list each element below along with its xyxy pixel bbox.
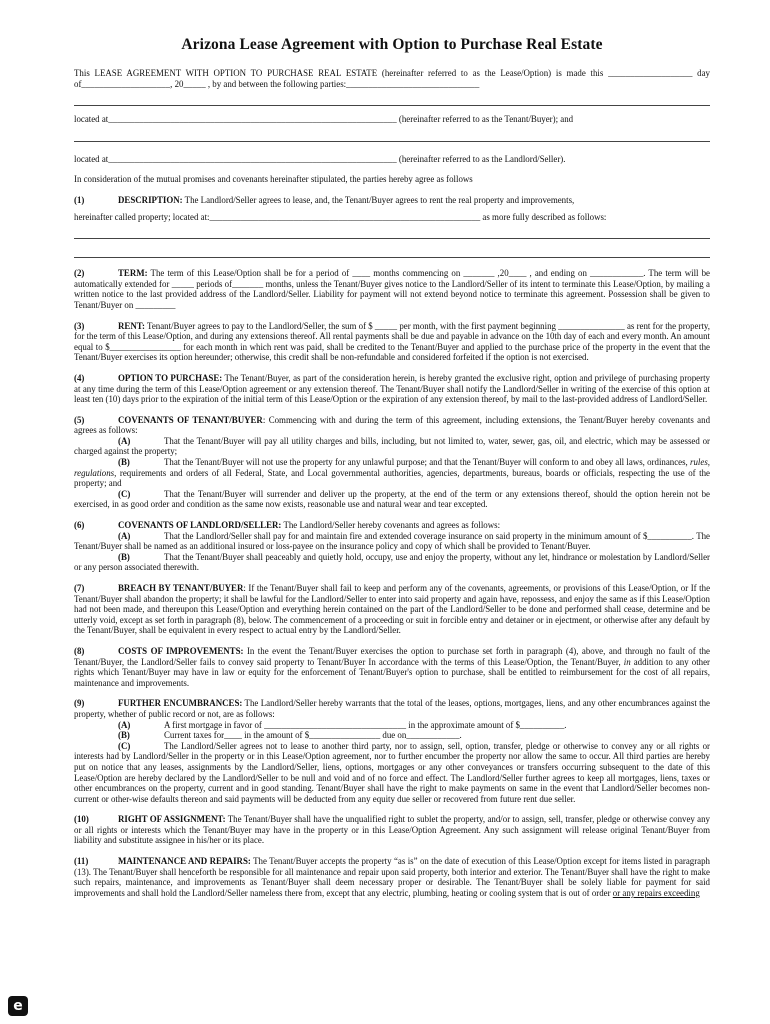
section-8 <box>74 646 710 688</box>
section-1 <box>74 195 710 206</box>
document-page <box>74 30 710 898</box>
subsection-text: That the Tenant/Buyer will surrender and deliver up the property, at the end of the term or any extensions thereof, should the option herein not be exercised, in as good order and condition as the same now exists, reasonable use and natural wear and tear excepted. <box>74 488 710 510</box>
subsection-label: (A) <box>118 435 131 446</box>
section-heading: FURTHER ENCUMBRANCES: <box>118 698 243 709</box>
section-5 <box>74 415 710 436</box>
section-heading: COVENANTS OF LANDLORD/SELLER: <box>118 520 282 531</box>
subsection-label: (A) <box>118 719 131 730</box>
section-text: The Tenant/Buyer shall have the unqualified right to sublet the property, and/or to assign, sell, transfer, pledge or otherwise convey any or all rights or interests which the Tenant/Buyer may have in the property or in this Lease/Option Agreement. Any such assignment will release original Tenant/Buyer from liability and substitute assignee in his/her or its place. <box>74 814 710 846</box>
section-heading: OPTION TO PURCHASE: <box>118 372 223 383</box>
section-text: addition to any other rights which Tenant/Buyer may have in law or equity for the enforcement of Tenant/Buyer's option to purchase, shall be entitled to reimbursement for the cost of all repairs, maintenance and improvements. <box>74 656 710 688</box>
section-number: (4) <box>74 372 85 383</box>
tenant-location: located at_________________________________________________________________ (hereinafter referred to as the Tenant/Buyer); and <box>74 114 574 125</box>
section-text: : Commencing with and during the term of this agreement, including extensions, the Tenant/Buyer hereby covenants and agrees as follows: <box>74 414 711 436</box>
section-text: In the event the Tenant/Buyer exercises the option to purchase set forth in paragraph (4), above, and through no fault of the Tenant/Buyer, the Landlord/Seller fails to convey said property to Tenant/Buyer In accordance with the terms of this Lease/Option, the Tenant/Buyer, <box>74 645 710 667</box>
consideration-paragraph: In consideration of the mutual promises and covenants hereinafter stipulated, the parties hereby agree as follows <box>74 174 473 185</box>
section-italic: in <box>623 656 631 667</box>
subsection-label: (C) <box>118 488 131 499</box>
document-title: Arizona Lease Agreement with Option to Purchase Real Estate <box>181 36 603 53</box>
subsection-text: That the Tenant/Buyer shall peaceably and quietly hold, occupy, use and enjoy the property, without any let, hindrance or molestation by Landlord/Seller or any person associated therewith. <box>74 551 710 573</box>
section-9 <box>74 698 710 719</box>
section-heading: COVENANTS OF TENANT/BUYER <box>118 414 263 425</box>
section-4 <box>74 373 710 405</box>
section-number: (3) <box>74 320 85 331</box>
section-5-a <box>74 436 710 457</box>
blank-line <box>74 95 710 106</box>
section-heading: MAINTENANCE AND REPAIRS: <box>118 856 251 867</box>
subsection-label: (A) <box>118 530 131 541</box>
subsection-text: requirements and orders of all Federal, State, and Local governmental authorities, agencies, departments, bureaus, boards or officials, respecting the use of the property; and <box>74 467 710 489</box>
brand-logo-icon: e <box>8 996 28 1016</box>
subsection-label: (B) <box>118 730 130 741</box>
section-text: The Tenant/Buyer, as part of the consideration herein, is hereby granted the exclusive right, option and privilege of purchasing property at any time during the term of this Lease/Option agreement or any extension thereof. The Tenant/Buyer shall notify the Landlord/Seller in writing of the exercise of this option at least ten (10) days prior to the expiration of the initial term of this Lease/Option or the expiration of any extension thereof, by mail to the last-provided address of Landlord/Seller. <box>74 372 710 405</box>
section-number: (6) <box>74 520 85 531</box>
section-underlined-text: or any repairs exceeding <box>612 887 700 898</box>
section-1-location: hereinafter called property; located at:_____________________________________________________________ as more fully described as follows: <box>74 211 607 222</box>
section-heading: COSTS OF IMPROVEMENTS: <box>118 645 244 656</box>
subsection-text: That the Landlord/Seller shall pay for and maintain fire and extended coverage insurance on said property in the minimum amount of $__________. The Tenant/Buyer shall be named as an additional insured or loss-payee on the insurance policy and copy of which shall be provided to Tenant/Buyer. <box>74 530 710 552</box>
section-text: : If the Tenant/Buyer shall fail to keep and perform any of the covenants, agreements, or provisions of this Lease/Option, or If the Tenant/Buyer shall abandon the property; it shall be lawful for the Landlord/Seller to enter into said property and again have, repossess, and enjoy the same as if this Lease/Option had not been made, and thereupon this Lease/Option and everything herein contained on the part of the Landlord/Seller to be done and performed shall cease, determine and be utterly void, except as set forth in paragraph (8), below. The commencement of a proceeding or suit in forcible entry and detainer or in ejectment, or otherwise after any default by the Tenant/Buyer, shall be equivalent in every respect to actual entry by the Landlord/Seller. <box>74 583 711 636</box>
section-number: (8) <box>74 645 85 656</box>
section-heading: BREACH BY TENANT/BUYER <box>118 583 244 593</box>
blank-line <box>74 247 710 258</box>
section-text: The Tenant/Buyer accepts the property “as is” on the date of execution of this Lease/Option except for items listed in paragraph (13). The Tenant/Buyer shall henceforth be responsible for all maintenance and repair upon said property, both interior and exterior. The Tenant/Buyer shall have the right to make such repairs, maintenance, and improvements as Tenant/Buyer shall deem necessary proper or desirable. The Tenant/Buyer shall be solely liable for payment for said improvements and shall hold the Landlord/Seller nameless there from, except that any electric, plumbing, heating or cooling system that is out of order <box>74 856 710 898</box>
section-5-b <box>74 457 710 489</box>
subsection-label: (C) <box>118 740 131 751</box>
section-6 <box>74 520 710 531</box>
section-number: (11) <box>74 856 89 867</box>
section-heading: RENT: <box>118 320 145 331</box>
subsection-text: Current taxes for____ in the amount of $________________ due on____________. <box>164 730 462 741</box>
section-7 <box>74 583 710 636</box>
section-5-c <box>74 489 710 510</box>
section-number: (7) <box>74 583 85 593</box>
section-9-b <box>74 730 710 741</box>
section-11 <box>74 856 710 898</box>
subsection-text: A first mortgage in favor of ________________________________ in the approximate amount of $__________. <box>164 719 567 730</box>
section-10 <box>74 814 710 846</box>
subsection-text: That the Tenant/Buyer will not use the property for any unlawful purpose; and that the Tenant/Buyer will conform to and obey all laws, ordinances, <box>164 457 691 468</box>
subsection-italic: rules, regulations, <box>74 457 710 478</box>
subsection-text: That the Tenant/Buyer will pay all utility charges and bills, including, but not limited to, water, sewer, gas, oil, and electric, which may be assessed or charged against the property; <box>74 435 710 457</box>
subsection-label: (B) <box>118 551 130 562</box>
section-9-a <box>74 720 710 731</box>
section-number: (9) <box>74 698 85 709</box>
blank-line <box>74 228 710 239</box>
section-2 <box>74 268 710 310</box>
blank-line <box>74 131 710 142</box>
landlord-location: located at_________________________________________________________________ (hereinafter referred to as the Landlord/Seller). <box>74 153 566 164</box>
section-text: The Landlord/Seller hereby covenants and agrees as follows: <box>281 520 501 531</box>
section-text: The Landlord/Seller agrees to lease, and, the Tenant/Buyer agrees to rent the real property and improvements, <box>182 194 575 205</box>
intro-paragraph: This LEASE AGREEMENT WITH OPTION TO PURCHASE REAL ESTATE (hereinafter referred to as the Lease/Option) is made this ___________________ day of____________________, 20_____ , by and between the following parties:______________________________ <box>74 68 710 89</box>
section-number: (5) <box>74 414 85 425</box>
section-9-c <box>74 741 710 805</box>
section-heading: TERM: <box>118 268 148 279</box>
section-heading: RIGHT OF ASSIGNMENT: <box>118 814 226 825</box>
section-heading: DESCRIPTION: <box>118 194 183 205</box>
subsection-text: The Landlord/Seller agrees not to lease to another third party, nor to assign, sell, option, transfer, pledge or otherwise to convey any or all rights or interests had by Landlord/Seller in the property or in this Lease/Option agreement, nor to further encumber the property nor allow the same to occur. All third parties are hereby put on notice that any leases, assignments by the Landlord/Seller, liens, options, mortgages or any other conveyances or transfers occurring subsequent to the date of this Lease/Option are hereby declared by the Landlord/Seller to be null and void and of no force and effect. The Landlord/Seller further agrees to keep all mortgages, liens, taxes or other encumbrances on the property, current and in good standing. Tenant/Buyer shall have the right to make payments on same in the event that Landlord/Seller becomes non-current or other-wise defaults thereon and said payments will be deducted from any equity due seller or recovered from future rent due seller. <box>74 740 710 804</box>
section-number: (2) <box>74 268 85 279</box>
section-text: Tenant/Buyer agrees to pay to the Landlord/Seller, the sum of $ _____ per month, with the first payment beginning _______________ as rent for the property, for the term of this Lease/Option, and during any extensions thereof. All rental payments shall be due and payable in advance on the 10th day of each and every month. An amount equal to $________________ for each month in which rent was paid, shall be credited to the Tenant/Buyer and applied to the purchase price of the property in the event that the Tenant/Buyer exercises its option hereunder; otherwise, this credit shall be non-refundable and considered forfeited if the option is not exercised. <box>74 320 710 363</box>
section-text: The Landlord/Seller hereby warrants that the total of the leases, options, mortgages, liens, and any other encumbrances against the property, whether of public record or not, are as follows: <box>74 698 710 719</box>
section-6-b <box>74 552 710 573</box>
section-number: (10) <box>74 814 89 825</box>
subsection-label: (B) <box>118 457 130 468</box>
section-6-a <box>74 531 710 552</box>
section-number: (1) <box>74 194 85 205</box>
section-3 <box>74 321 710 363</box>
section-text: The term of this Lease/Option shall be for a period of ____ months commencing on _______ ,20____ , and ending on ____________. The term will be automatically extended for _____ periods of_______ months, unless the Tenant/Buyer gives notice to the Landlord/Seller of its intent to terminate this Lease/Option, by mailing a written notice to the last provided address of the Landlord/Seller. Liability for payment will not extend beyond notice to terminate this agreement. Possession shall be given to Tenant/Buyer on _________ <box>74 268 710 310</box>
